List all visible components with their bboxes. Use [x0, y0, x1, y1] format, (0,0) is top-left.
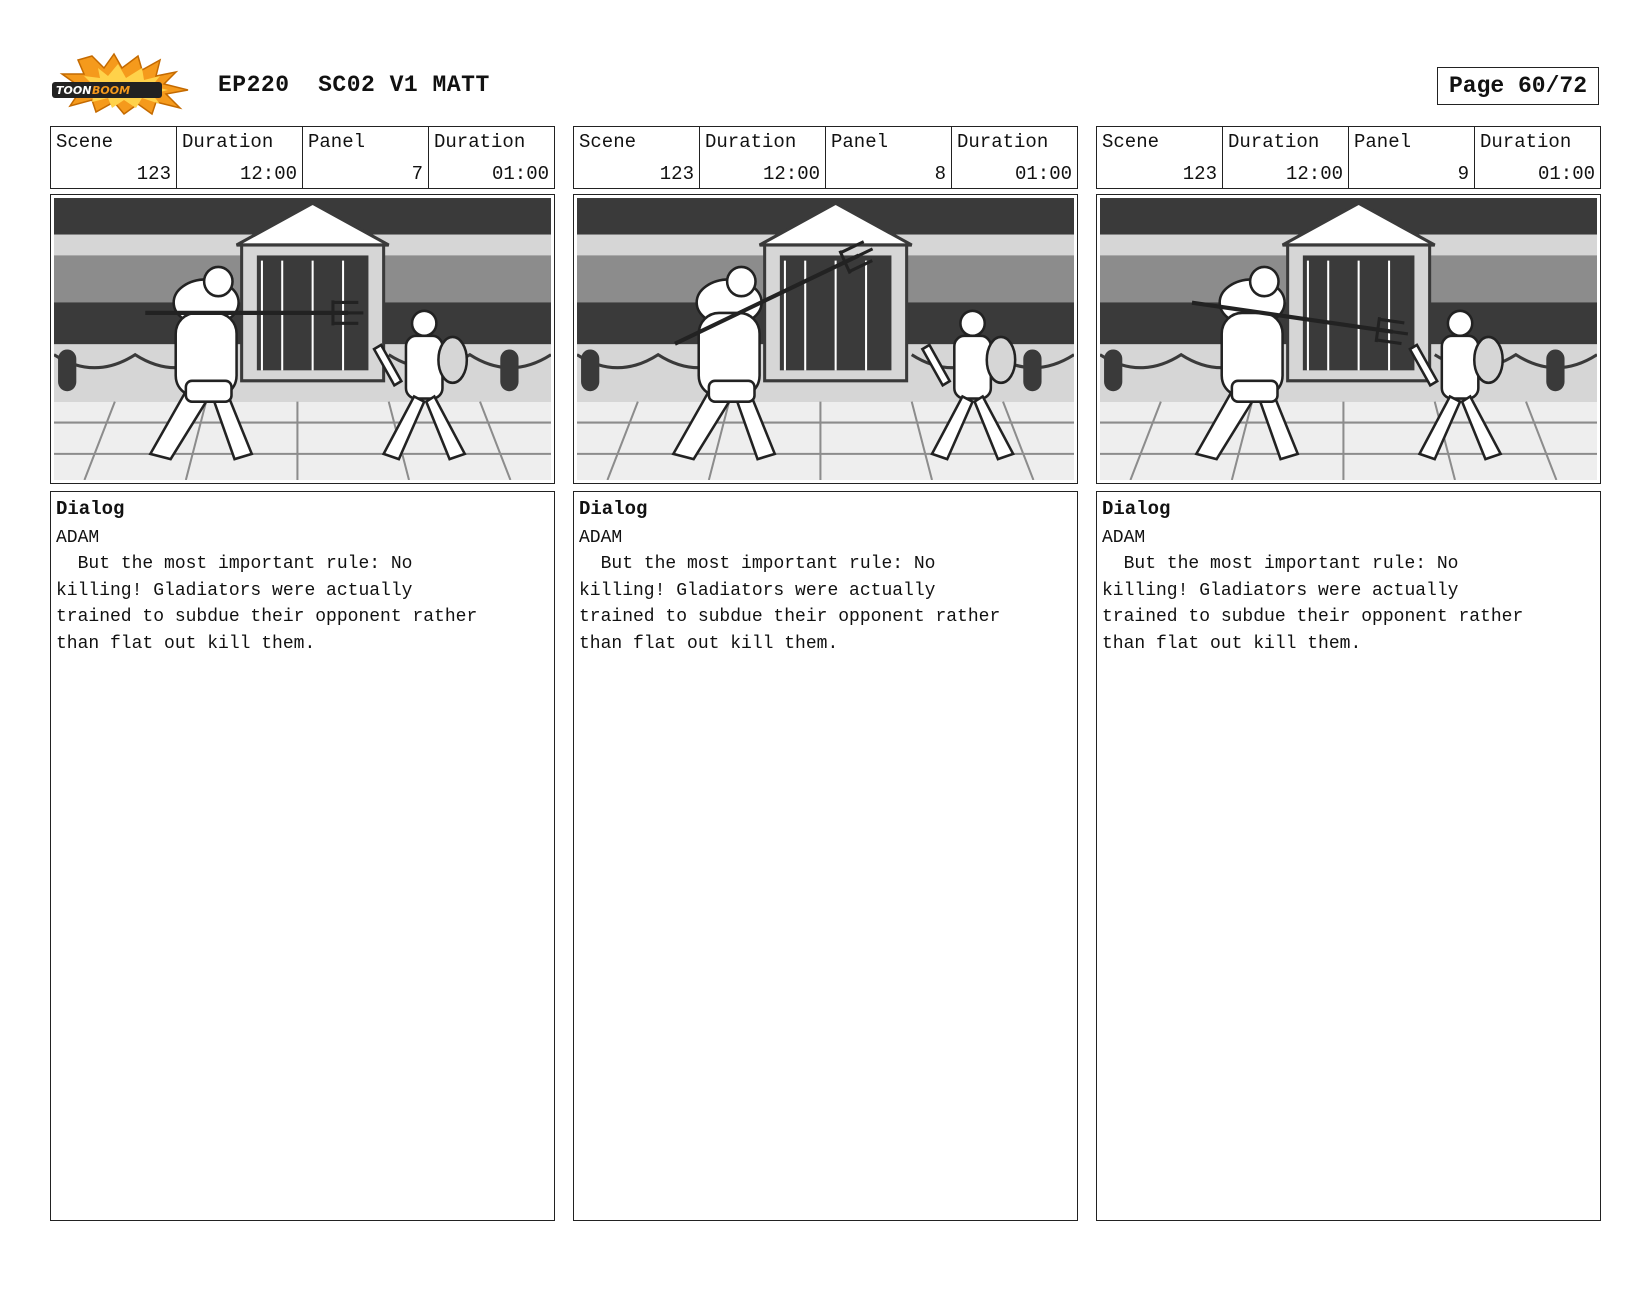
- panel-duration-cell: [951, 127, 1077, 188]
- gladiators-arena-sketch: [1100, 198, 1597, 480]
- scene-duration-cell: [176, 127, 302, 188]
- dialog-speaker: ADAM: [579, 528, 623, 548]
- sheet-title: EP220 SC02 V1 MATT: [218, 72, 490, 98]
- duration-label: Duration: [1228, 131, 1320, 153]
- duration-label: Duration: [434, 131, 526, 153]
- panel-label: Panel: [831, 131, 889, 153]
- storyboard-panel-column: [1096, 126, 1601, 1221]
- panel-cell: [825, 127, 951, 188]
- storyboard-frame[interactable]: [573, 194, 1078, 484]
- panel-info-row: [573, 126, 1078, 189]
- dialog-text: But the most important rule: No killing! Gladiators were actually trained to subdue their opponent rather than flat out kill them.: [1102, 554, 1524, 654]
- panel-duration-cell: [428, 127, 554, 188]
- scene-label: Scene: [579, 131, 637, 153]
- scene-label: Scene: [1102, 131, 1160, 153]
- storyboard-panel-column: [50, 126, 555, 1221]
- storyboard-panel-column: [573, 126, 1078, 1221]
- panel-label: Panel: [1354, 131, 1412, 153]
- dialog-label: Dialog: [1102, 498, 1171, 520]
- dialog-label: Dialog: [56, 498, 125, 520]
- panel-value: 7: [411, 163, 423, 185]
- page-number: Page 60/72: [1437, 67, 1599, 105]
- scene-duration-cell: [1222, 127, 1348, 188]
- scene-cell: [574, 127, 699, 188]
- panel-cell: [1348, 127, 1474, 188]
- duration-label: Duration: [957, 131, 1049, 153]
- panel-value: 9: [1457, 163, 1469, 185]
- dialog-box[interactable]: [573, 491, 1078, 1221]
- panel-duration-cell: [1474, 127, 1600, 188]
- duration-label: Duration: [182, 131, 274, 153]
- svg-text:TOON: TOON: [56, 84, 92, 97]
- storyboard-frame[interactable]: [50, 194, 555, 484]
- panel-info-row: [1096, 126, 1601, 189]
- dialog-speaker: ADAM: [56, 528, 100, 548]
- scene-cell: [51, 127, 176, 188]
- scene-duration-value: 12:00: [239, 163, 297, 185]
- dialog-box[interactable]: [1096, 491, 1601, 1221]
- panel-label: Panel: [308, 131, 366, 153]
- panel-duration-value: 01:00: [1537, 163, 1595, 185]
- svg-text:BOOM: BOOM: [92, 84, 131, 97]
- duration-label: Duration: [1480, 131, 1572, 153]
- dialog-text: But the most important rule: No killing! Gladiators were actually trained to subdue their opponent rather than flat out kill them.: [56, 554, 478, 654]
- storyboard-frame[interactable]: [1096, 194, 1601, 484]
- panel-duration-value: 01:00: [491, 163, 549, 185]
- gladiators-arena-sketch: [577, 198, 1074, 480]
- scene-value: 123: [136, 163, 171, 185]
- panel-cell: [302, 127, 428, 188]
- scene-value: 123: [659, 163, 694, 185]
- gladiators-arena-sketch: [54, 198, 551, 480]
- toonboom-logo: [52, 52, 194, 116]
- scene-label: Scene: [56, 131, 114, 153]
- dialog-speaker: ADAM: [1102, 528, 1146, 548]
- dialog-label: Dialog: [579, 498, 648, 520]
- scene-value: 123: [1182, 163, 1217, 185]
- panel-info-row: [50, 126, 555, 189]
- logo-image: [52, 52, 194, 116]
- dialog-box[interactable]: [50, 491, 555, 1221]
- panel-duration-value: 01:00: [1014, 163, 1072, 185]
- dialog-text: But the most important rule: No killing! Gladiators were actually trained to subdue their opponent rather than flat out kill them.: [579, 554, 1001, 654]
- panel-value: 8: [934, 163, 946, 185]
- scene-duration-value: 12:00: [762, 163, 820, 185]
- scene-cell: [1097, 127, 1222, 188]
- scene-duration-cell: [699, 127, 825, 188]
- scene-duration-value: 12:00: [1285, 163, 1343, 185]
- duration-label: Duration: [705, 131, 797, 153]
